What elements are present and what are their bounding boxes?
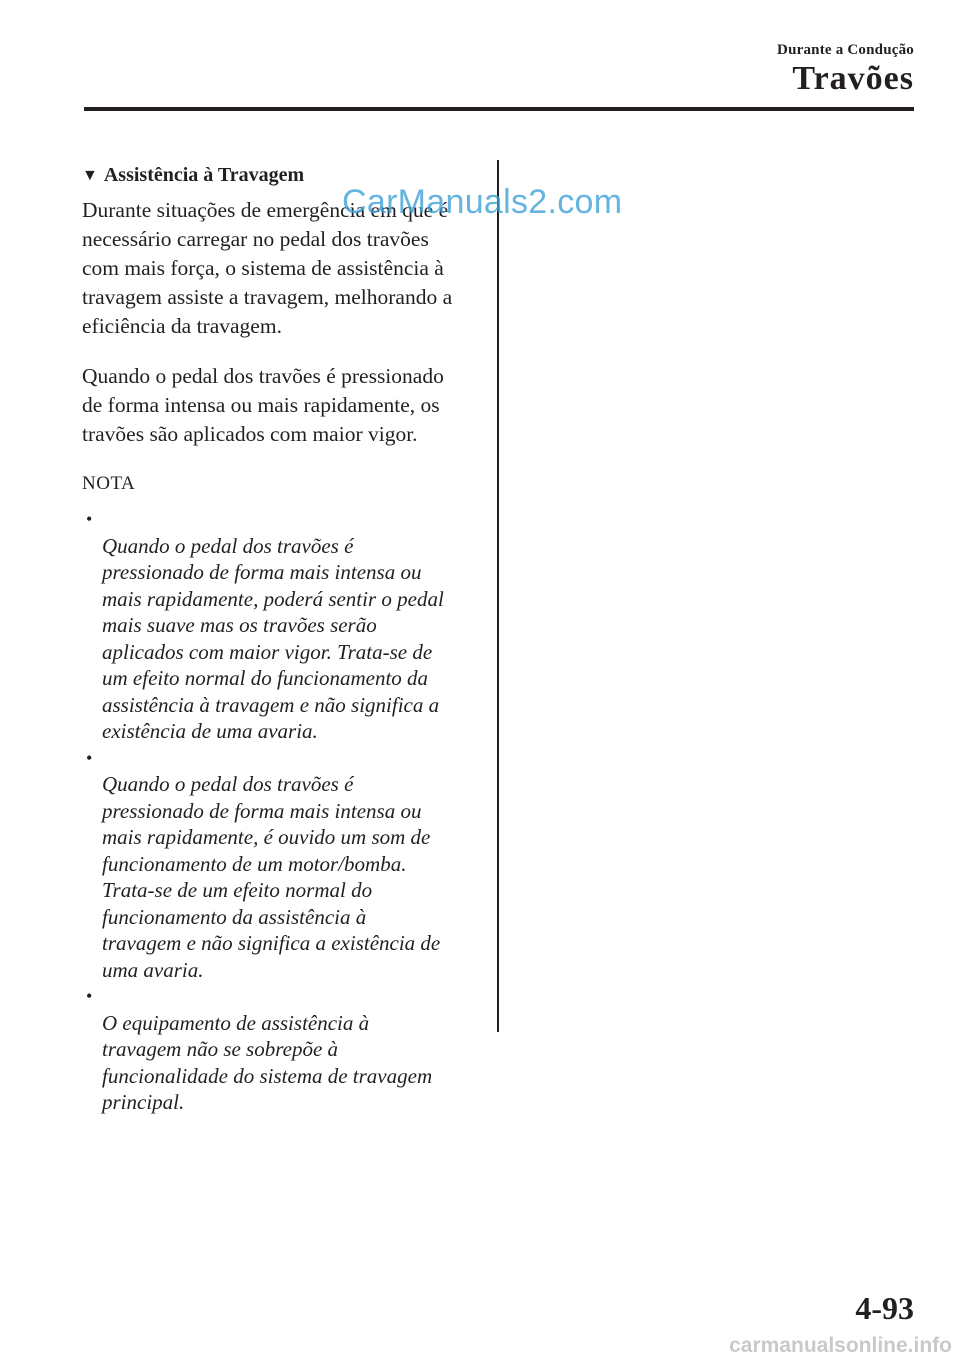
bullet-icon: • xyxy=(86,509,93,529)
note-text: O equipamento de assistência à travagem não se sobrepõe à funcionalidade do sistema de travagem principal. xyxy=(102,1010,433,1114)
note-item xyxy=(82,983,482,1116)
down-triangle-icon: ▼ xyxy=(82,167,98,184)
watermark-link[interactable]: CarManuals2.com xyxy=(342,183,623,221)
note-label: NOTA xyxy=(82,473,136,494)
column-divider xyxy=(497,160,499,1032)
header-rule xyxy=(84,107,914,111)
paragraph-intro: Durante situações de emergência em que é necessário carregar no pedal dos travões com mais força, o sistema de assistência à travagem assiste a travagem, melhorando a eficiência da travagem. xyxy=(82,198,453,338)
footer-watermark-link[interactable]: carmanualsonline.info xyxy=(729,1334,952,1357)
note-item xyxy=(82,745,482,984)
note-item xyxy=(82,506,482,745)
paragraph-pedal: Quando o pedal dos travões é pressionado de forma intensa ou mais rapidamente, os travões são aplicados com maior vigor. xyxy=(82,364,444,446)
note-text: Quando o pedal dos travões é pressionado de forma mais intensa ou mais rapidamente, é ouvido um som de funcionamento de um motor/bomba. Trata-se de um efeito normal do funcionamento da assistência à travagem e não significa a existência de uma avaria. xyxy=(102,772,441,982)
header-section-label: Durante a Condução xyxy=(777,42,914,58)
page-number: 4-93 xyxy=(855,1290,914,1326)
header-title: Travões xyxy=(792,60,914,97)
bullet-icon: • xyxy=(86,747,93,768)
note-list xyxy=(82,506,482,1116)
note-text: Quando o pedal dos travões é pressionado de forma mais intensa ou mais rapidamente, poderá sentir o pedal mais suave mas os travões serão aplicados com maior vigor. Trata-se de um efeito normal do funcionamento da assistência à travagem e não significa a existência de uma avaria. xyxy=(102,533,444,743)
main-column xyxy=(82,160,482,1116)
bullet-icon: • xyxy=(86,986,93,1006)
section-heading-text: Assistência à Travagem xyxy=(103,164,305,186)
